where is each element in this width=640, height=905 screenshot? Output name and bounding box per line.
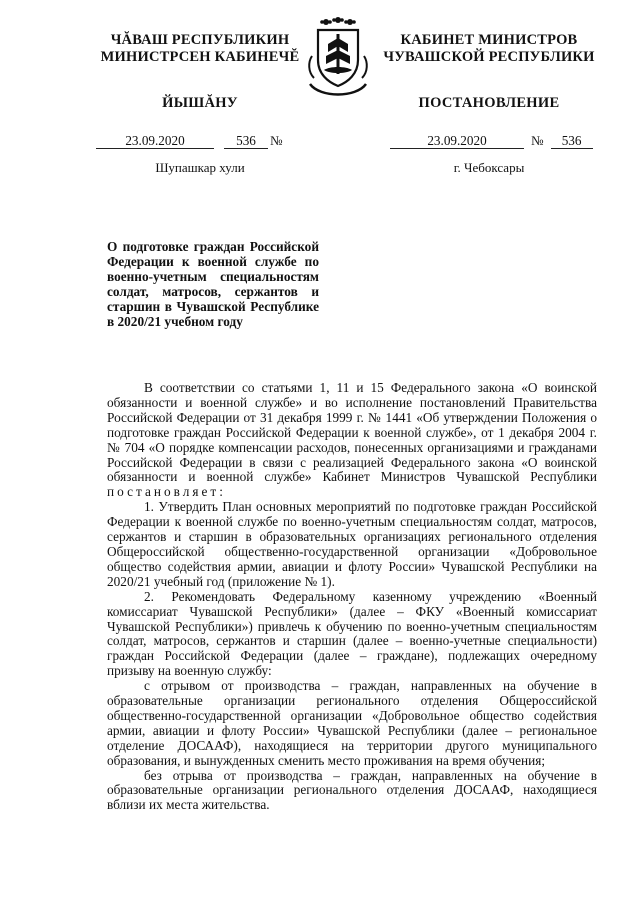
registration-left	[96, 133, 306, 149]
registration-right-number-sign: №	[531, 133, 544, 148]
paragraph-1: 1. Утвердить План основных мероприятий по подготовке граждан Российской Федерации к военной службе по военно-учетным специальностям солдат, матросов, сержантов и старшин в образовательных организациях регионального отделения Общероссийской общественно-государственной организации «Добровольное общество содействия армии, авиации и флоту России» Чувашской Республики на 2020/21 учебный год (приложение № 1).	[107, 499, 597, 589]
registration-left-number-sign: №	[270, 133, 283, 148]
intro-text: В соответствии со статьями 1, 11 и 15 Федерального закона «О воинской обязанности и военной службе» и во исполнение постановлений Правительства Российской Федерации от 31 декабря 1999 г. № 1441 «Об утверждении Положения о подготовке граждан Российской Федерации к военной службе», от 1 декабря 2004 г. № 704 «О порядке компенсации расходов, понесенных организациями и гражданами Российской Федерации в связи с реализацией Федерального закона «О воинской обязанности и военной службе» Кабинет Министров Чувашской Республики	[107, 380, 597, 485]
header-left-line1: ЧĂВАШ РЕСПУБЛИКИН	[110, 32, 290, 48]
header-left-doc-type: ЙЫШĂНУ	[162, 95, 238, 111]
registration-left-date: 23.09.2020	[96, 133, 214, 149]
paragraph-4: без отрыва от производства – граждан, направленных на обучение в образовательные организации регионального отделения ДОСААФ, находящиеся вблизи их места жительства.	[107, 767, 597, 813]
registration-right-number: 536	[551, 133, 593, 149]
intro-decree: постановляет:	[107, 484, 226, 500]
registration-right-date: 23.09.2020	[390, 133, 524, 149]
header-left-line2: МИНИСТРСЕН КАБИНЕЧĔ	[100, 49, 300, 65]
place-right: г. Чебоксары	[453, 160, 525, 175]
registration-left-number: 536	[224, 133, 268, 149]
header-right-org	[380, 32, 598, 66]
paragraph-3: с отрывом от производства – граждан, направленных на обучение в образовательные организации регионального отделения Общероссийской общественно-государственной организации «Добровольное общество содействия армии, авиации и флоту России» Чувашской Республики (далее – региональное отделение ДОСААФ), находящиеся на территории другого муниципального образования, и вынужденных сменить место проживания на время обучения;	[107, 678, 597, 768]
header-right-line2: ЧУВАШСКОЙ РЕСПУБЛИКИ	[383, 49, 595, 65]
paragraph-intro	[107, 381, 597, 500]
chuvash-emblem-icon	[300, 14, 376, 100]
document-body	[107, 381, 597, 813]
header-left-org	[95, 32, 305, 66]
document-subject: О подготовке граждан Российской Федерации к военной службе по военно-учетным специальностям солдат, матросов, сержантов и старшин в Чувашской Республике в 2020/21 учебном году	[107, 239, 319, 329]
paragraph-2: 2. Рекомендовать Федеральному казенному учреждению «Военный комиссариат Чувашской Республики» (далее – ФКУ «Военный комиссариат Чувашской Республики») привлечь к обучению по военно-учетным специальностям солдат, матросов, сержантов и старшин (далее – военно-учетные специальности) граждан Российской Федерации (далее – граждане), подлежащих очередному призыву на военную службу:	[107, 588, 597, 679]
header-right-line1: КАБИНЕТ МИНИСТРОВ	[400, 32, 578, 48]
header-right-doc-type: ПОСТАНОВЛЕНИЕ	[418, 95, 560, 111]
place-left: Шупашкар хули	[155, 160, 245, 175]
registration-right	[390, 133, 602, 149]
